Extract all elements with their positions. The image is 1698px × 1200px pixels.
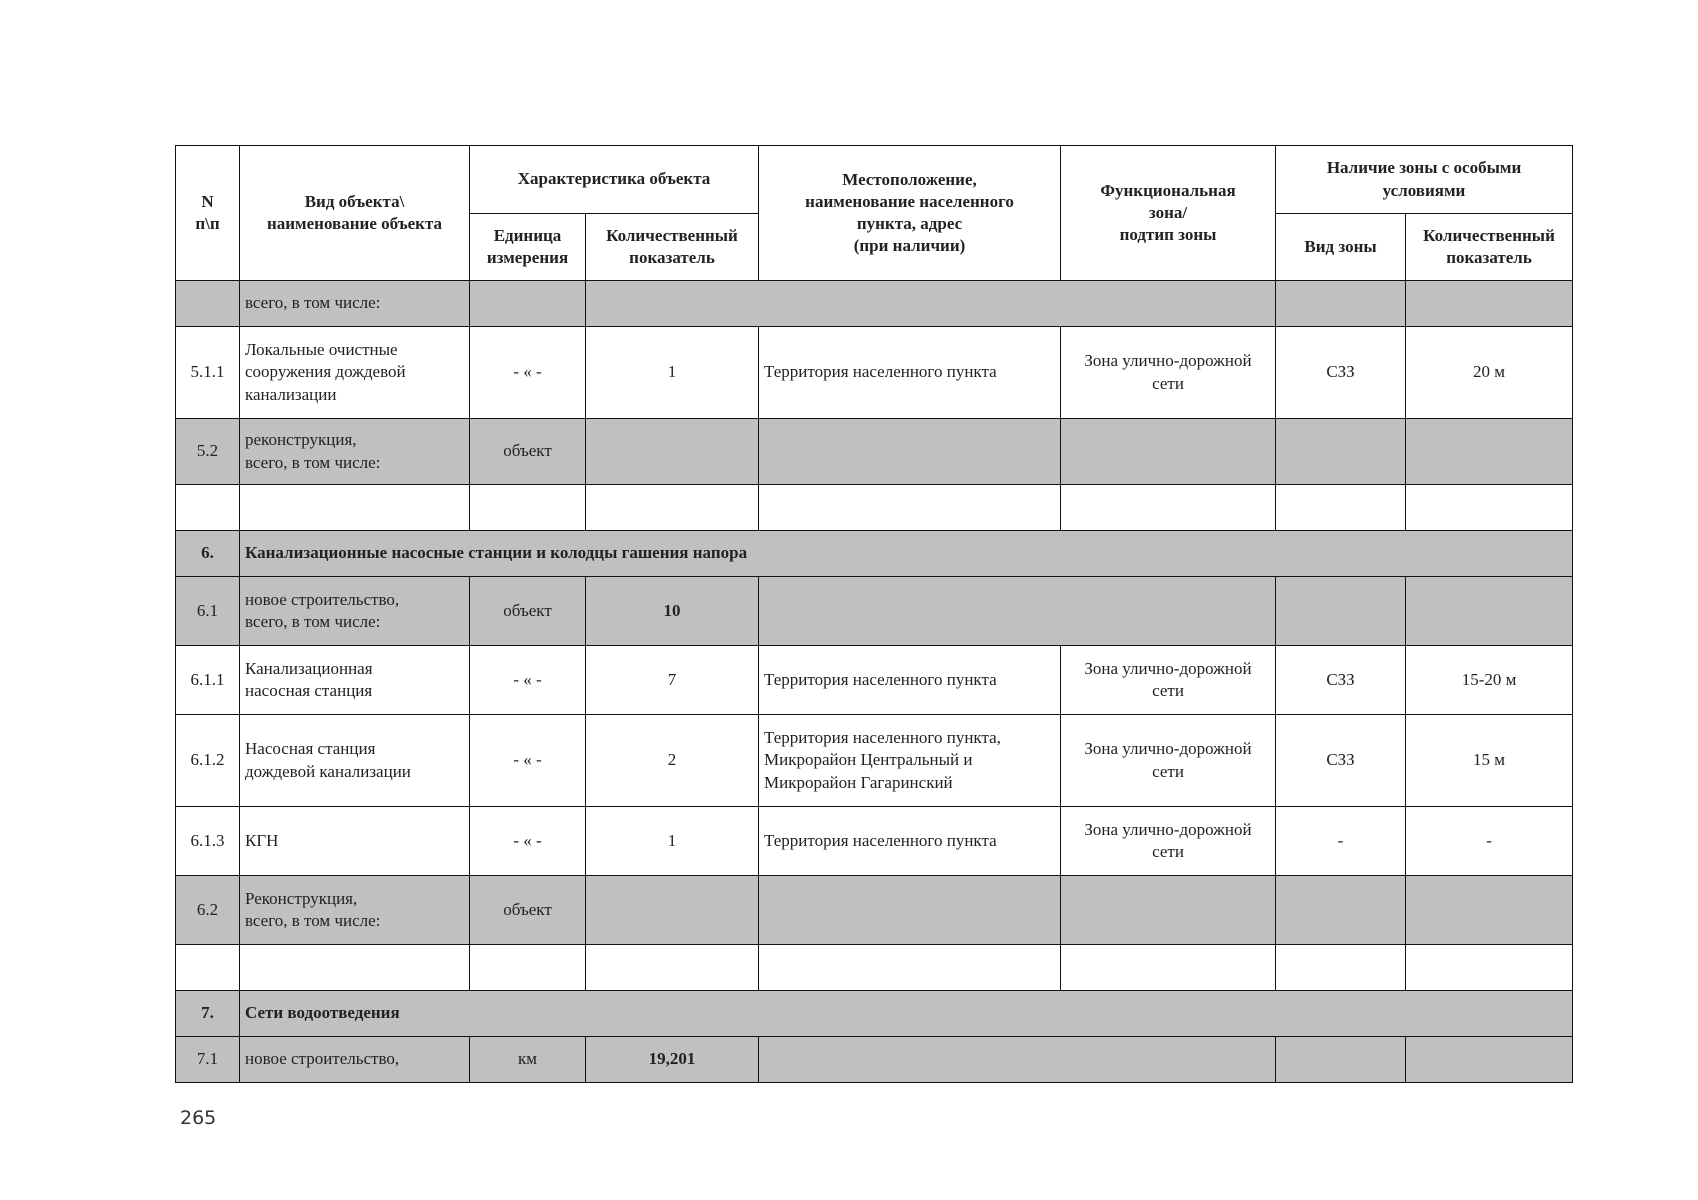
cell-functional-zone: Зона улично-дорожной сети <box>1061 715 1276 807</box>
cell-location <box>759 419 1061 485</box>
cell-zone-kind <box>1276 1037 1406 1083</box>
cell-num: 6.2 <box>176 876 240 945</box>
cell-location-merged <box>759 1037 1276 1083</box>
cell-quantity: 1 <box>586 327 759 419</box>
cell-zone-quantity: 15 м <box>1406 715 1573 807</box>
cell-zone-kind <box>1276 945 1406 991</box>
cell-zone-quantity <box>1406 419 1573 485</box>
cell-object-name: реконструкция, всего, в том числе: <box>240 419 470 485</box>
cell-functional-zone: Зона улично-дорожной сети <box>1061 327 1276 419</box>
cell-num: 6.1.3 <box>176 807 240 876</box>
table-row <box>176 715 1573 807</box>
cell-object-name: Канализационная насосная станция <box>240 646 470 715</box>
cell-zone-quantity: 15-20 м <box>1406 646 1573 715</box>
table-row <box>176 327 1573 419</box>
cell-zone-kind: СЗЗ <box>1276 327 1406 419</box>
cell-location-merged <box>586 281 1276 327</box>
cell-unit <box>470 281 586 327</box>
header-unit: Единица измерения <box>470 214 586 281</box>
cell-zone-kind <box>1276 485 1406 531</box>
table-row <box>176 1037 1573 1083</box>
cell-zone-quantity <box>1406 281 1573 327</box>
cell-quantity <box>586 419 759 485</box>
cell-zone-quantity <box>1406 577 1573 646</box>
cell-quantity: 19,201 <box>586 1037 759 1083</box>
table-row <box>176 876 1573 945</box>
cell-location <box>759 485 1061 531</box>
table-row <box>176 577 1573 646</box>
table-row <box>176 945 1573 991</box>
cell-zone-quantity <box>1406 485 1573 531</box>
section-row <box>176 531 1573 577</box>
cell-num: 6.1.2 <box>176 715 240 807</box>
cell-unit: объект <box>470 577 586 646</box>
cell-zone-kind <box>1276 577 1406 646</box>
cell-zone-kind: - <box>1276 807 1406 876</box>
cell-zone-quantity: - <box>1406 807 1573 876</box>
cell-functional-zone: Зона улично-дорожной сети <box>1061 807 1276 876</box>
cell-zone-kind <box>1276 281 1406 327</box>
cell-functional-zone <box>1061 419 1276 485</box>
cell-object-name: КГН <box>240 807 470 876</box>
table-row <box>176 485 1573 531</box>
cell-num: 5.1.1 <box>176 327 240 419</box>
table-row <box>176 419 1573 485</box>
cell-object-name: всего, в том числе: <box>240 281 470 327</box>
cell-location: Территория населенного пункта <box>759 807 1061 876</box>
cell-unit: - « - <box>470 646 586 715</box>
cell-location <box>759 945 1061 991</box>
cell-unit <box>470 945 586 991</box>
table-row <box>176 646 1573 715</box>
cell-object-name <box>240 945 470 991</box>
cell-zone-kind: СЗЗ <box>1276 646 1406 715</box>
table-row <box>176 807 1573 876</box>
section-num: 6. <box>176 531 240 577</box>
cell-object-name: новое строительство, всего, в том числе: <box>240 577 470 646</box>
cell-zone-kind <box>1276 419 1406 485</box>
cell-functional-zone: Зона улично-дорожной сети <box>1061 646 1276 715</box>
cell-quantity: 10 <box>586 577 759 646</box>
cell-unit: - « - <box>470 327 586 419</box>
cell-num: 7.1 <box>176 1037 240 1083</box>
objects-table <box>175 145 1573 1083</box>
header-characteristic: Характеристика объекта <box>470 146 759 214</box>
header-object-kind: Вид объекта\ наименование объекта <box>240 146 470 281</box>
cell-zone-quantity: 20 м <box>1406 327 1573 419</box>
header-special-zone: Наличие зоны с особыми условиями <box>1276 146 1573 214</box>
cell-num: 5.2 <box>176 419 240 485</box>
cell-num <box>176 281 240 327</box>
cell-location <box>759 876 1061 945</box>
cell-object-name: Локальные очистные сооружения дождевой канализации <box>240 327 470 419</box>
cell-num: 6.1 <box>176 577 240 646</box>
cell-unit: - « - <box>470 807 586 876</box>
cell-unit: км <box>470 1037 586 1083</box>
cell-functional-zone <box>1061 945 1276 991</box>
cell-object-name: новое строительство, <box>240 1037 470 1083</box>
section-title: Канализационные насосные станции и колодцы гашения напора <box>240 531 1573 577</box>
header-zone-kind: Вид зоны <box>1276 214 1406 281</box>
cell-location: Территория населенного пункта <box>759 327 1061 419</box>
table-row <box>176 281 1573 327</box>
cell-zone-quantity <box>1406 945 1573 991</box>
section-title: Сети водоотведения <box>240 991 1573 1037</box>
cell-zone-quantity <box>1406 1037 1573 1083</box>
cell-zone-kind <box>1276 876 1406 945</box>
section-num: 7. <box>176 991 240 1037</box>
cell-functional-zone <box>1061 876 1276 945</box>
cell-quantity <box>586 945 759 991</box>
cell-num: 6.1.1 <box>176 646 240 715</box>
cell-quantity <box>586 485 759 531</box>
header-quantity: Количественный показатель <box>586 214 759 281</box>
cell-location: Территория населенного пункта <box>759 646 1061 715</box>
cell-unit <box>470 485 586 531</box>
cell-quantity <box>586 876 759 945</box>
cell-location-merged <box>759 577 1276 646</box>
page-number: 265 <box>180 1107 217 1129</box>
section-row <box>176 991 1573 1037</box>
cell-functional-zone <box>1061 485 1276 531</box>
cell-quantity: 1 <box>586 807 759 876</box>
cell-quantity: 7 <box>586 646 759 715</box>
cell-object-name: Насосная станция дождевой канализации <box>240 715 470 807</box>
header-zone-quantity: Количественный показатель <box>1406 214 1573 281</box>
header-functional-zone: Функциональная зона/ подтип зоны <box>1061 146 1276 281</box>
header-location: Местоположение, наименование населенного пункта, адрес (при наличии) <box>759 146 1061 281</box>
cell-object-name: Реконструкция, всего, в том числе: <box>240 876 470 945</box>
cell-unit: объект <box>470 419 586 485</box>
cell-zone-kind: СЗЗ <box>1276 715 1406 807</box>
header-num: N п\п <box>176 146 240 281</box>
cell-location: Территория населенного пункта, Микрорайон Центральный и Микрорайон Гагаринский <box>759 715 1061 807</box>
cell-num <box>176 945 240 991</box>
cell-unit: объект <box>470 876 586 945</box>
cell-quantity: 2 <box>586 715 759 807</box>
cell-num <box>176 485 240 531</box>
cell-object-name <box>240 485 470 531</box>
cell-unit: - « - <box>470 715 586 807</box>
cell-zone-quantity <box>1406 876 1573 945</box>
